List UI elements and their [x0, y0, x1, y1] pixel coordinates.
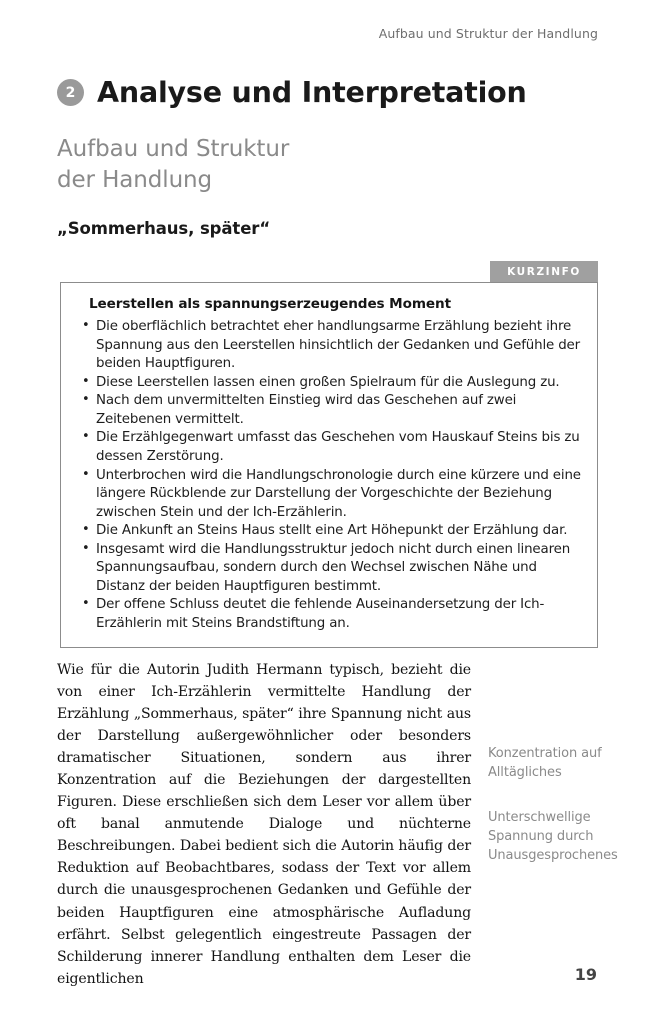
section-heading-line-1: Aufbau und Struktur: [57, 136, 290, 162]
kurzinfo-tab-label: KURZINFO: [507, 265, 581, 278]
list-item: • Nach dem unvermittelten Einstieg wird das Geschehen auf zwei Zeitebenen vermittelt.: [79, 392, 581, 429]
list-item: • Unterbrochen wird die Handlungschronologie durch eine kürzere und eine längere Rückblende zur Darstellung der Vorgeschichte der Beziehung zwischen Stein und der Ich-Erzählerin.: [79, 467, 581, 523]
body-text-column: [57, 659, 471, 990]
body-paragraph: Wie für die Autorin Judith Hermann typisch, bezieht die von einer Ich-Erzählerin vermittelte Handlung der Erzählung „Sommerhaus, später“ ihre Spannung nicht aus der Darstellung außergewöhnlicher oder besonders dramatischer Situationen, sondern aus ihrer Konzentration auf die Beziehungen der dargestellten Figuren. Diese erschließen sich dem Leser vor allem über oft banal anmutende Dialoge und nüchterne Beschreibungen. Dabei bedient sich die Autorin häufig der Reduktion auf Beobachtbares, sodass der Text vor allem durch die unausgesprochenen Gedanken und Gefühle der beiden Hauptfiguren eine atmosphärische Aufladung erfährt. Selbst gelegentlich eingestreute Passagen der Schilderung innerer Handlung enthalten dem Leser die eigentlichen: [57, 662, 471, 987]
list-item: • Die oberflächlich betrachtet eher handlungsarme Erzählung bezieht ihre Spannung aus den Leerstellen hinsichtlich der Gedanken und Gefühle der beiden Hauptfiguren.: [79, 318, 581, 374]
page-number: 19: [574, 965, 597, 984]
kurzinfo-bullet-list: [79, 318, 581, 634]
list-item: • Insgesamt wird die Handlungsstruktur jedoch nicht durch einen linearen Spannungsaufbau, sondern durch den Wechsel zwischen Nähe und Distanz der beiden Hauptfiguren bestimmt.: [79, 541, 581, 597]
list-item: • Der offene Schluss deutet die fehlende Auseinandersetzung der Ich-Erzählerin mit Steins Brandstiftung an.: [79, 596, 581, 633]
margin-note: Konzentration auf Alltägliches: [488, 746, 602, 780]
chapter-title: Analyse und Interpretation: [97, 76, 527, 109]
section-heading-line-2: der Handlung: [57, 166, 213, 193]
list-item: • Die Erzählgegenwart umfasst das Geschehen vom Hauskauf Steins bis zu dessen Zerstörung.: [79, 429, 581, 466]
kurzinfo-tab: [490, 261, 598, 282]
margin-notes-column: [488, 745, 618, 866]
work-title: „Sommerhaus, später“: [57, 219, 271, 238]
chapter-number-badge: 2: [57, 79, 84, 106]
kurzinfo-box-title: Leerstellen als spannungserzeugendes Moment: [89, 296, 452, 312]
list-item: • Die Ankunft an Steins Haus stellt eine Art Höhepunkt der Erzählung dar.: [79, 522, 581, 541]
running-header: Aufbau und Struktur der Handlung: [378, 26, 598, 41]
section-heading: [57, 134, 289, 195]
margin-note: Unterschwellige Spannung durch Unausgesprochenes: [488, 810, 618, 863]
kurzinfo-box: [60, 282, 598, 648]
chapter-heading: [57, 76, 527, 109]
list-item: • Diese Leerstellen lassen einen großen Spielraum für die Auslegung zu.: [79, 374, 581, 393]
